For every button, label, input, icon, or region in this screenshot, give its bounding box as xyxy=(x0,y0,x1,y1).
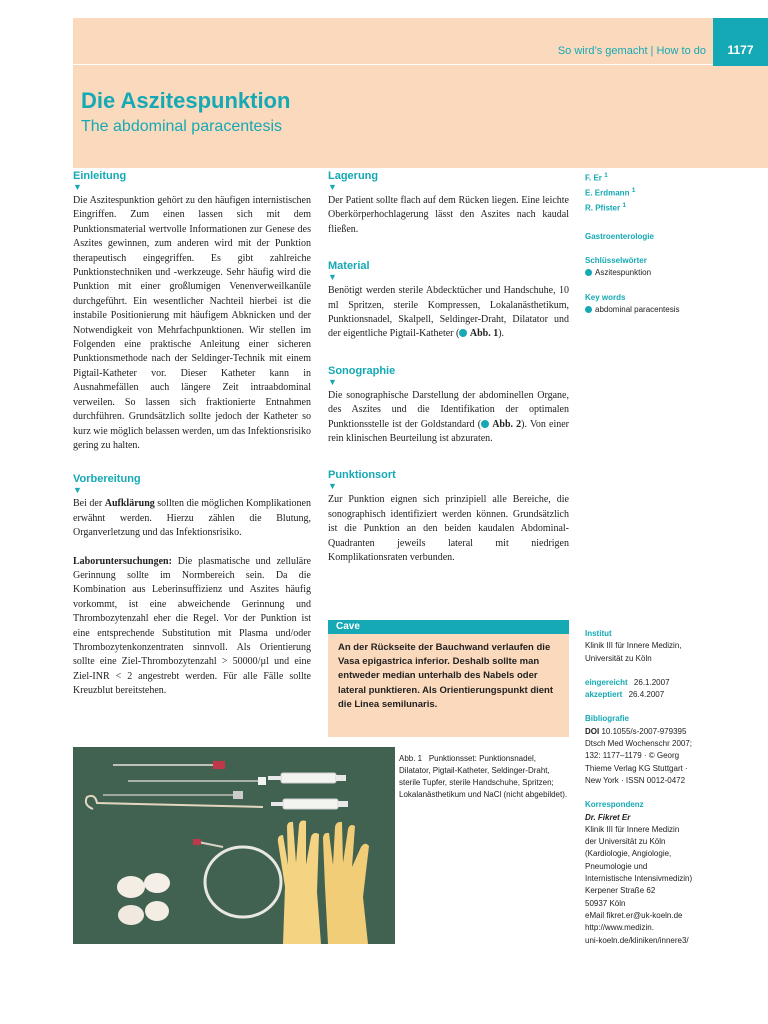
figure-ref-link[interactable]: Abb. 2 xyxy=(492,418,522,430)
biblio-line: New York · ISSN 0012-0472 xyxy=(585,775,686,785)
korrespondenz-name: Dr. Fikret Er xyxy=(585,812,631,822)
page-number-box xyxy=(713,18,768,66)
figure-ref-icon xyxy=(459,329,467,337)
korrespondenz-label: Korrespondenz xyxy=(585,800,644,810)
korr-line: Kerpener Straße 62 xyxy=(585,886,656,896)
keywords-de-label: Schlüsselwörter xyxy=(585,256,647,266)
author-3: R. Pfister $^1$ xyxy=(585,201,627,213)
text-vorbereitung-aufklaerung: Bei der Aufklärung sollten die möglichen Komplikationen erwähnt werden. Hierzu zählen die Blutung, Organverletzung und das Infektionsrisiko. xyxy=(73,498,311,539)
heading-lagerung: Lagerung xyxy=(328,170,379,182)
sidebar-info xyxy=(585,628,765,947)
figure-caption: Abb. 1 Punktionsset: Punktionsnadel, Dilatator, Pigtail-Katheter, Seldinger-Draht, sterile Tupfer, sterile Handschuhe, Spritzen; Lokalanästhetikum und NaCl (nicht abgebildet). xyxy=(399,754,568,799)
figure-ref-link[interactable]: Abb. 1 xyxy=(469,328,499,340)
section-label: So wird’s gemacht | How to do xyxy=(557,45,706,57)
triangle-down-icon: ▼ xyxy=(73,182,82,192)
punktionsset-illustration xyxy=(73,747,395,944)
triangle-down-icon: ▼ xyxy=(328,182,337,192)
heading-sonographie: Sonographie xyxy=(328,364,396,377)
arrow-circle-icon xyxy=(585,306,592,313)
keywords-en-label: Key words xyxy=(585,292,626,302)
text-sonographie: Die sonographische Darstellung der abdominellen Organe, des Aszites und die Identifikation der optimalen Punktionsstelle ist der Goldstandard ( Abb. 2). Von einer rein klinischen Beurteilung ist abzuraten. xyxy=(328,389,569,445)
text-material: Benötigt werden sterile Abdecktücher und Handschuhe, 10 ml Spritzen, sterile Kompressen, Lokalanästhetikum, Punktionsnadel, Skalpell, Seldinger-Draht, Dilatator und der eigentliche Pigtail-Katheter ( Abb. 1). xyxy=(328,285,569,340)
eingereicht-row: eingereicht 26.1.2007 xyxy=(585,677,670,687)
heading-punktionsort: Punktionsort xyxy=(328,469,396,482)
triangle-down-icon: ▼ xyxy=(328,272,337,283)
author-2: E. Erdmann $^1$ xyxy=(585,186,636,198)
web-link[interactable]: uni-koeln.de/kliniken/innere3/ xyxy=(585,935,689,945)
heading-vorbereitung: Vorbereitung xyxy=(73,473,141,486)
keywords-de: Aszitespunktion xyxy=(585,267,765,279)
bibliografie-label: Bibliografie xyxy=(585,714,630,724)
biblio-line: 132: 1177–1179 · © Georg xyxy=(585,751,680,761)
cave-text: An der Rückseite der Bauchwand verlaufen die Vasa epigastrica inferior. Deshalb sollte man entweder median unterhalb des Nabels oder lateral punktieren. Als Orientierungspunkt dient die Linea semilunaris. xyxy=(338,642,554,710)
triangle-down-icon: ▼ xyxy=(328,481,337,492)
figure-ref-icon xyxy=(481,420,489,428)
text-lagerung: Der Patient sollte flach auf dem Rücken liegen. Eine leichte Oberkörperhochlagerung lässt den Aszites nach kaudal fließen. xyxy=(328,195,569,235)
korr-line: der Universität zu Köln xyxy=(585,837,666,847)
korr-line: (Kardiologie, Angiologie, xyxy=(585,849,672,859)
column-middle xyxy=(328,170,569,566)
korr-line: Klinik III für Innere Medizin xyxy=(585,824,680,834)
specialty: Gastroenterologie xyxy=(585,231,654,241)
institut-line: Klinik III für Innere Medizin, xyxy=(585,641,682,651)
institut-label: Institut xyxy=(585,629,612,638)
header-divider xyxy=(73,64,713,65)
text-einleitung: Die Aszitespunktion gehört zu den häufigen internistischen Eingriffen. Zum einen lassen sich mit dem Punktionsmaterial wertvolle Informationen zur Genese des Aszites gewinnen, zum anderen wird mit der Punktion therapeutisch eingegriffen. Es gibt zahlreiche Punktionstechniken und -werkzeuge. Sehr häufig wird die Punktion mit einer großlumigen Venenverweilkanüle durchgeführt. Ein wesentlicher Nachteil hierbei ist die instabile Positionierung mit häufigem Abknicken und der Notwendigkeit von Mehrfachpunktionen. Wir stellen im Folgenden eine praktische Anleitung einer sicheren Punktionsmethode nach der Seldinger-Technik mit einem Pigtail-Katheter vor. Dieser Katheter kann in Ausnahmefällen auch längere Zeit intraabdominal verweilen. So lassen sich fraktionierte Entnahmen durchführen. Grundsätzlich sollte jedoch der Katheter so kurz wie möglich belassen werden, um das Infektionsrisiko gering zu halten. xyxy=(73,195,311,451)
keywords-en: abdominal paracentesis xyxy=(585,304,765,316)
page-title: Die Aszitespunktion xyxy=(81,88,291,113)
page-subtitle: The abdominal paracentesis xyxy=(81,118,283,135)
column-left xyxy=(73,170,311,699)
heading-einleitung: Einleitung xyxy=(73,170,127,182)
sidebar-meta xyxy=(585,170,765,316)
arrow-circle-icon xyxy=(585,269,592,276)
text-punktionsort: Zur Punktion eignen sich prinzipiell alle Bereiche, die sonographisch identifiziert werden können. Grundsätzlich ist die Punktion an den beiden kaudalen Abdominal-Quadranten jeweils lateral mit niedrigen Komplikationsraten verbunden. xyxy=(328,494,569,564)
heading-material: Material xyxy=(328,260,370,273)
korr-line: Pneumologie und xyxy=(585,861,648,871)
akzeptiert-row: akzeptiert 26.4.2007 xyxy=(585,690,665,700)
korr-line: 50937 Köln xyxy=(585,898,626,908)
text-vorbereitung-labor: Laboruntersuchungen: Die plasmatische und zelluläre Gerinnung sollte im Normbereich sein. Da die Kombination aus Leberinsuffizienz und Aszites häufig vorkommt, ist eine abweichende Gerinnung und Thrombozytenzahl eher die Regel. Vor der Punktion ist eine entsprechende Substitution mit Plasma und/oder Thrombozytenkonzentraten sinnvoll. Als Orientierung sollte eine Ziel-Thrombozytenzahl > 50000/µl und eine Ziel-INR < 2 angestrebt werden. Für alle Fälle sollte Kreuzblut bereitstehen. xyxy=(73,555,311,697)
korr-line: Internistische Intensivmedizin) xyxy=(585,874,693,884)
web-link[interactable]: http://www.medizin. xyxy=(585,923,654,933)
triangle-down-icon: ▼ xyxy=(328,376,337,387)
email-link[interactable]: eMail fikret.er@uk-koeln.de xyxy=(585,910,683,920)
triangle-down-icon: ▼ xyxy=(73,485,82,496)
biblio-line: Dtsch Med Wochenschr 2007; xyxy=(585,739,693,749)
figure-punktionsset-photo xyxy=(73,747,395,944)
page-number: 1177 xyxy=(727,43,754,57)
cave-heading: Cave xyxy=(328,620,569,634)
author-1: F. Er $^1$ xyxy=(585,172,608,183)
doi-row: DOI 10.1055/s-2007-979395 xyxy=(585,726,687,736)
biblio-line: Thieme Verlag KG Stuttgart · xyxy=(585,763,688,773)
institut-line: Universität zu Köln xyxy=(585,653,652,663)
